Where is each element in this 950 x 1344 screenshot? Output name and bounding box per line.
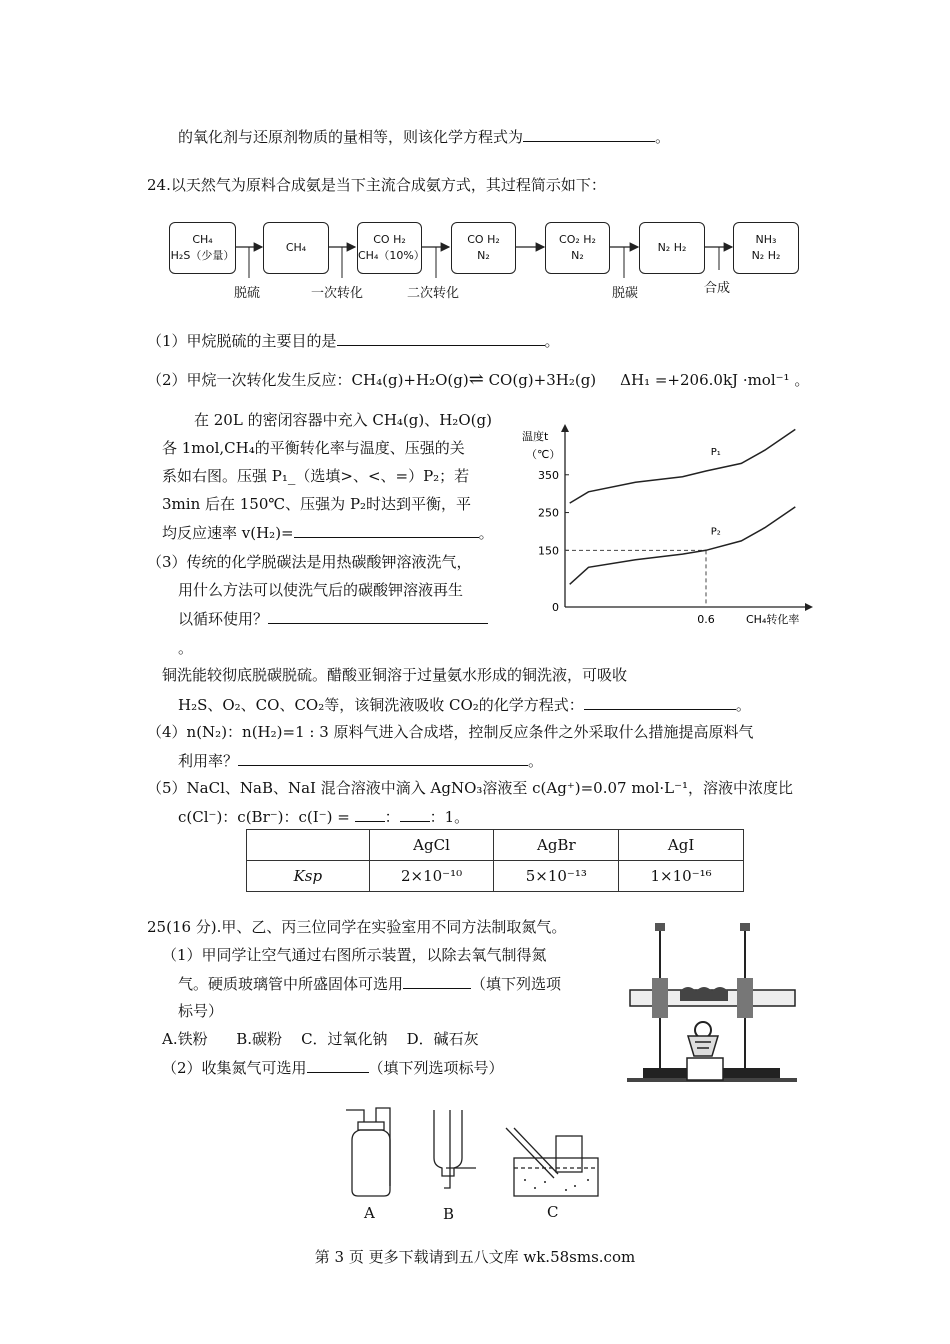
- q25-p1-line3: 标号）: [178, 1002, 224, 1020]
- q24-p1: （1）甲烷脱硫的主要目的是 。: [147, 332, 560, 350]
- table-cell: 1×10⁻¹⁶: [619, 861, 744, 892]
- flow-box-7: NH₃ N₂ H₂: [733, 222, 799, 274]
- q24-p2c: 均反应速率 v(H₂)= 。: [162, 524, 494, 542]
- y-tick-label: 250: [538, 506, 559, 520]
- flow-diagram: [0, 0, 950, 310]
- q24-p3c: H₂S、O₂、CO、CO₂等，该铜洗液吸收 CO₂的化学方程式： 。: [178, 696, 751, 714]
- flow-label-desulfurize: 脱硫: [234, 286, 261, 301]
- q24-p3b: 铜洗能较彻底脱碳脱硫。醋酸亚铜溶于过量氨水形成的铜洗液，可吸收: [162, 666, 628, 684]
- table-cell: AgCl: [369, 830, 494, 861]
- q24-p2: （2）甲烷一次转化发生反应：CH₄(g)+H₂O(g)⇌ CO(g)+3H₂(g) ΔH₁ =+206.0kJ ·mol⁻¹ 。: [147, 369, 810, 390]
- y-tick-label: 350: [538, 468, 559, 482]
- q24-p5-line2: c(Cl⁻)：c(Br⁻)：c(I⁻) = ： ：1。: [178, 808, 470, 826]
- q25-p2: （2）收集氮气可选用 （填下列选项标号）: [162, 1059, 504, 1077]
- series-label: P₁: [710, 447, 721, 458]
- q24-p2b-line1: 在 20L 的密闭容器中充入 CH₄(g)、H₂O(g): [194, 411, 492, 429]
- table-header-row: [247, 830, 744, 861]
- q24-p5-line1: （5）NaCl、NaB、NaI 混合溶液中滴入 AgNO₃溶液至 c(Ag⁺)=0.07 mol·L⁻¹，溶液中浓度比: [147, 779, 794, 797]
- y-tick-label: 150: [538, 544, 559, 558]
- y-axis-arrow: [561, 424, 569, 432]
- collection-apparatus: [330, 1100, 610, 1210]
- x-tick-label: 0.6: [697, 613, 715, 626]
- flow-box-2: CH₄: [263, 222, 329, 274]
- series-line-2: [570, 507, 796, 584]
- q25-p1-line1: （1）甲同学让空气通过右图所示装置，以除去氧气制得氮: [162, 946, 547, 964]
- series-label: P₂: [710, 526, 721, 538]
- flow-label-second-conversion: 二次转化: [407, 286, 460, 301]
- flow-label-first-conversion: 一次转化: [311, 286, 364, 301]
- table-cell: AgI: [619, 830, 744, 861]
- q25-title: 25(16 分).甲、乙、丙三位同学在实验室用不同方法制取氮气。: [147, 918, 567, 936]
- tube-furnace-apparatus: [625, 918, 800, 1088]
- q24-p3-line2: 用什么方法可以使洗气后的碳酸钾溶液再生: [178, 581, 464, 599]
- ksp-table: [246, 829, 744, 892]
- x-axis-arrow: [805, 603, 813, 611]
- table-cell: 5×10⁻¹³: [494, 861, 619, 892]
- q24-p3-line1: （3）传统的化学脱碳法是用热碳酸钾溶液洗气，: [147, 553, 472, 571]
- flow-box-1: CH₄ H₂S（少量）: [169, 222, 236, 274]
- table-cell: [247, 830, 370, 861]
- flow-box-4: CO H₂ N₂: [451, 222, 516, 274]
- bottle-b: [434, 1110, 462, 1176]
- flow-box-5: CO₂ H₂ N₂: [545, 222, 610, 274]
- table-cell: AgBr: [494, 830, 619, 861]
- y-tick-label: 0: [552, 601, 559, 614]
- flow-label-decarbonize: 脱碳: [612, 286, 639, 301]
- q24-p3-line3: 以循环使用？: [178, 608, 488, 629]
- q24-p2b-line4: 3min 后在 150℃、压强为 P₂时达到平衡，平: [162, 495, 472, 513]
- q24-p4-line1: （4）n(N₂)：n(H₂)=1 : 3 原料气进入合成塔，控制反应条件之外采取什么措施提高原料气: [147, 723, 754, 741]
- apparatus-label-a: A: [364, 1204, 375, 1222]
- y-axis-label: 温度t: [522, 430, 549, 443]
- x-axis-label: CH₄转化率: [746, 613, 800, 626]
- flow-label-synthesis: 合成: [704, 281, 731, 296]
- y-axis-unit: （℃）: [526, 448, 561, 461]
- flow-box-6: N₂ H₂: [639, 222, 705, 274]
- conversion-chart: [520, 420, 820, 630]
- series-line-1: [570, 429, 796, 503]
- q24-p2b-line3: 系如右图。压强 P₁_（选填>、<、=）P₂；若: [162, 467, 470, 485]
- bottle-a: [352, 1130, 390, 1196]
- apparatus-label-c: C: [547, 1203, 559, 1221]
- q24-p4-line2: 利用率？ 。: [178, 752, 544, 770]
- q24-p3-end: 。: [178, 639, 194, 657]
- page-footer: 第 3 页 更多下载请到五八文库 wk.58sms.com: [314, 1248, 636, 1266]
- q25-options: A.铁粉 B.碳粉 C．过氧化钠 D．碱石灰: [162, 1030, 479, 1048]
- table-cell: 2×10⁻¹⁰: [369, 861, 494, 892]
- table-cell: Ksp: [247, 861, 370, 892]
- prev-line: 的氧化剂与还原剂物质的量相等，则该化学方程式为 。: [178, 128, 671, 146]
- q24-p2b-line2: 各 1mol,CH₄的平衡转化率与温度、压强的关: [162, 439, 465, 457]
- q25-p1-line2: 气。硬质玻璃管中所盛固体可选用 （填下列选项: [178, 975, 562, 993]
- apparatus-label-b: B: [443, 1205, 455, 1223]
- table-row: [247, 861, 744, 892]
- q24-title: 24.以天然气为原料合成氨是当下主流合成氨方式，其过程简示如下：: [147, 176, 606, 194]
- flow-box-3: CO H₂ CH₄（10%）: [357, 222, 422, 274]
